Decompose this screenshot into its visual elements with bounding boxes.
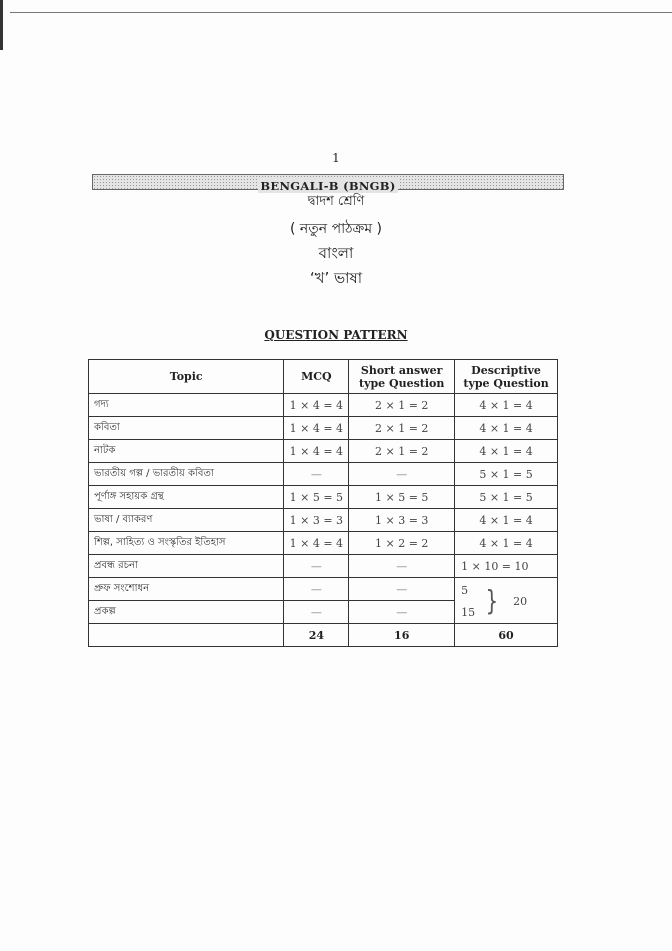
- mcq-cell: 1 × 4 = 4: [284, 532, 349, 555]
- brace-icon: }: [485, 584, 499, 617]
- bracketed-desc-cell: [455, 578, 558, 624]
- topic-cell: প্রুফ সংশোধন: [89, 578, 284, 601]
- bracket-total: 20: [513, 595, 528, 608]
- short-cell: 1 × 3 = 3: [349, 509, 455, 532]
- totals-label-cell: [89, 624, 284, 647]
- topic-cell: নাটক: [89, 440, 284, 463]
- desc-cell: 5 × 1 = 5: [455, 463, 558, 486]
- language-line: বাংলা: [318, 244, 354, 262]
- topic-cell: ভারতীয় গল্প / ভারতীয় কবিতা: [89, 463, 284, 486]
- scan-edge: [0, 0, 3, 50]
- table-row: [89, 578, 558, 601]
- mcq-cell: —: [284, 463, 349, 486]
- section-title: QUESTION PATTERN: [264, 328, 408, 342]
- scan-top-rule: [10, 12, 672, 13]
- topic-cell: কবিতা: [89, 417, 284, 440]
- table-row: [89, 417, 558, 440]
- short-cell: —: [349, 463, 455, 486]
- topic-cell: ভাষা / ব্যাকরণ: [89, 509, 284, 532]
- table-header-row: [89, 360, 558, 394]
- topic-cell: শিল্প, সাহিত্য ও সংস্কৃতির ইতিহাস: [89, 532, 284, 555]
- question-pattern-table: [88, 359, 558, 647]
- short-cell: 2 × 1 = 2: [349, 417, 455, 440]
- short-cell: —: [349, 578, 455, 601]
- col-desc: Descriptive type Question: [455, 360, 558, 394]
- class-line: দ্বাদশ শ্রেণি: [307, 194, 365, 209]
- mcq-cell: 1 × 4 = 4: [284, 440, 349, 463]
- subject-banner: [92, 174, 564, 193]
- desc-cell: 4 × 1 = 4: [455, 417, 558, 440]
- language-group-line: ‘খ’ ভাষা: [309, 269, 363, 287]
- table-row: [89, 394, 558, 417]
- short-cell: —: [349, 555, 455, 578]
- subject-title: BENGALI-B (BNGB): [260, 179, 396, 193]
- mcq-cell: 1 × 3 = 3: [284, 509, 349, 532]
- table-row: [89, 440, 558, 463]
- table-row: [89, 532, 558, 555]
- desc-cell: 4 × 1 = 4: [455, 532, 558, 555]
- col-topic: Topic: [89, 360, 284, 394]
- topic-cell: গদ্য: [89, 394, 284, 417]
- desc-cell: 4 × 1 = 4: [455, 394, 558, 417]
- desc-cell: 1 × 10 = 10: [455, 555, 558, 578]
- desc-cell: 5 × 1 = 5: [455, 486, 558, 509]
- project-marks: 15: [461, 606, 476, 619]
- totals-row: [89, 624, 558, 647]
- mcq-cell: 1 × 4 = 4: [284, 417, 349, 440]
- syllabus-line: ( নতুন পাঠক্রম ): [289, 221, 383, 237]
- mcq-cell: —: [284, 578, 349, 601]
- topic-cell: প্রকল্প: [89, 601, 284, 624]
- short-cell: 1 × 2 = 2: [349, 532, 455, 555]
- table-row: [89, 463, 558, 486]
- short-cell: —: [349, 601, 455, 624]
- mcq-cell: 1 × 4 = 4: [284, 394, 349, 417]
- desc-cell: 4 × 1 = 4: [455, 509, 558, 532]
- table-row: [89, 486, 558, 509]
- proof-marks: 5: [461, 584, 469, 597]
- desc-cell: 4 × 1 = 4: [455, 440, 558, 463]
- mcq-cell: —: [284, 555, 349, 578]
- col-mcq: MCQ: [284, 360, 349, 394]
- table-row: [89, 555, 558, 578]
- mcq-cell: 1 × 5 = 5: [284, 486, 349, 509]
- short-total: 16: [349, 624, 455, 647]
- desc-total: 60: [455, 624, 558, 647]
- col-short: Short answer type Question: [349, 360, 455, 394]
- mcq-total: 24: [284, 624, 349, 647]
- short-cell: 2 × 1 = 2: [349, 440, 455, 463]
- short-cell: 2 × 1 = 2: [349, 394, 455, 417]
- page-number: 1: [332, 151, 340, 165]
- short-cell: 1 × 5 = 5: [349, 486, 455, 509]
- topic-cell: প্রবন্ধ রচনা: [89, 555, 284, 578]
- topic-cell: পূর্ণাঙ্গ সহায়ক গ্রন্থ: [89, 486, 284, 509]
- table-row: [89, 509, 558, 532]
- mcq-cell: —: [284, 601, 349, 624]
